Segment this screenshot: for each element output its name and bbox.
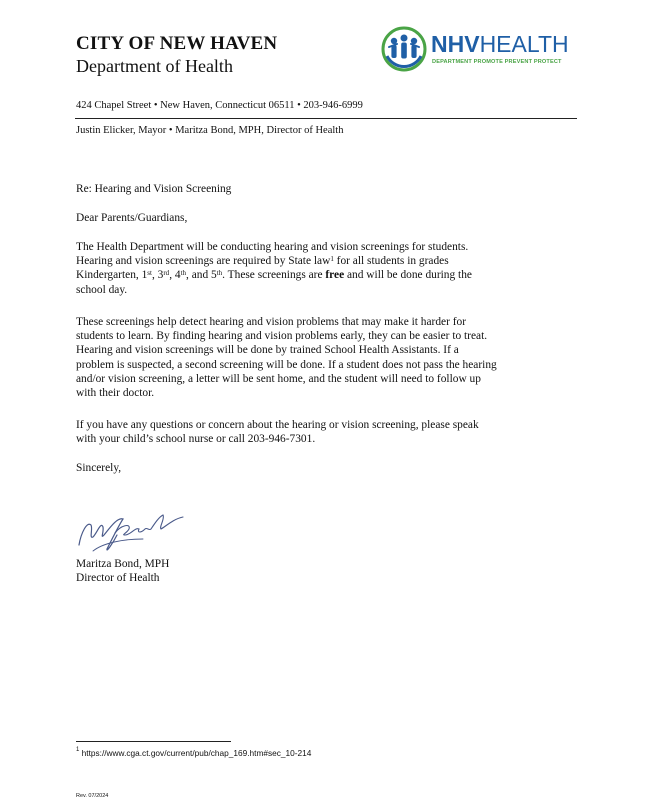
footnote-url[interactable]: https://www.cga.ct.gov/current/pub/chap_169.htm#sec_10-214 — [79, 748, 312, 758]
paragraph-2-line-6: with their doctor. — [76, 387, 155, 400]
text-segment: , 4 — [169, 269, 181, 282]
signer-name: Maritza Bond, MPH — [76, 558, 170, 570]
paragraph-2-line-4: problem is suspected, a second screening will be done. If a student does not pass the hearing — [76, 358, 497, 371]
footnote-reference: 1 — [330, 255, 334, 264]
nhv-health-logo — [381, 26, 581, 74]
closing: Sincerely, — [76, 462, 122, 474]
logo-tagline: DEPARTMENT PROMOTE PREVENT PROTECT — [432, 59, 562, 65]
ordinal-suffix: rd — [163, 269, 170, 278]
text-segment: for all students in grades — [333, 255, 449, 268]
paragraph-1-line-3 — [76, 268, 566, 282]
letterhead-divider — [75, 118, 577, 119]
text-segment: , and 5 — [186, 269, 217, 282]
department-name: Department of Health — [76, 56, 233, 76]
paragraph-2-line-2: students to learn. By finding hearing and vision problems early, they can be easier to treat. — [76, 330, 488, 343]
paragraph-2-line-1: These screenings help detect hearing and vision problems that may make it harder for — [76, 316, 466, 328]
footnote-divider — [76, 741, 231, 742]
logo-brand — [431, 33, 569, 56]
text-segment: , 3 — [151, 269, 164, 282]
signer-title: Director of Health — [76, 572, 160, 584]
paragraph-1-line-4: school day. — [76, 283, 128, 296]
text-segment: . These screenings are — [222, 269, 326, 282]
free-emphasis: free — [325, 269, 345, 282]
paragraph-3 — [76, 418, 566, 446]
text-segment: Kindergarten, 1 — [76, 269, 148, 282]
paragraph-3-line-1: If you have any questions or concern about the hearing or vision screening, please speak — [76, 419, 479, 431]
department-address: 424 Chapel Street • New Haven, Connecticut 06511 • 203-946-6999 — [76, 100, 363, 111]
ordinal-suffix: th — [180, 269, 187, 278]
nhv-health-people-icon — [381, 26, 427, 72]
officials-line: Justin Elicker, Mayor • Maritza Bond, MPH, Director of Health — [76, 125, 344, 136]
logo-brand-health: HEALTH — [479, 31, 569, 57]
signature-image — [73, 505, 188, 557]
paragraph-1 — [76, 240, 566, 297]
ordinal-suffix: st — [147, 269, 152, 278]
paragraph-2-line-3: Hearing and vision screenings will be done by trained School Health Assistants. If a — [76, 344, 459, 357]
logo-brand-nhv: NHV — [431, 31, 480, 57]
city-name: CITY OF NEW HAVEN — [76, 33, 278, 54]
paragraph-1-line-2 — [76, 254, 566, 268]
footnote — [76, 748, 311, 758]
revision-date: Rev. 07/2024 — [76, 793, 109, 799]
text-segment: and will be done during the — [344, 269, 472, 282]
paragraph-1-line-1: The Health Department will be conducting hearing and vision screenings for students. — [76, 241, 469, 253]
ordinal-suffix: th — [216, 269, 223, 278]
subject-line: Re: Hearing and Vision Screening — [76, 183, 232, 195]
paragraph-2-line-5: and/or vision screening, a letter will be sent home, and the student will need to follow up — [76, 372, 481, 385]
salutation: Dear Parents/Guardians, — [76, 212, 188, 224]
text-segment: Hearing and vision screenings are required by State law — [76, 255, 331, 268]
footnote-number: 1 — [76, 747, 80, 753]
paragraph-3-line-2: with your child’s school nurse or call 203-946-7301. — [76, 433, 316, 446]
paragraph-2 — [76, 315, 566, 400]
